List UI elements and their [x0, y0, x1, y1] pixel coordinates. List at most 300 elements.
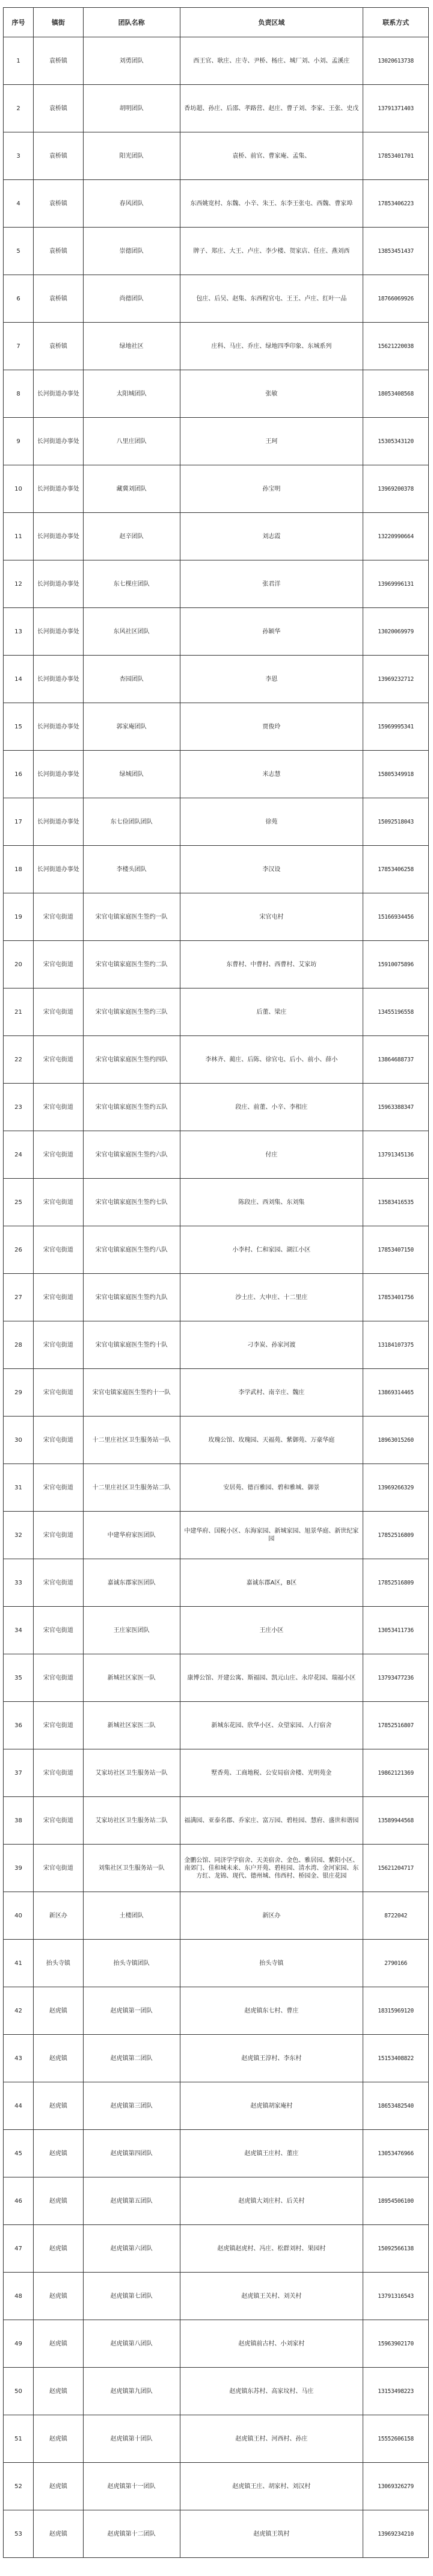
cell-area: 李林齐、蔺庄、后陈、徐官屯、后小、前小、薛小 [180, 1036, 363, 1084]
cell-contact: 13153498223 [363, 2368, 429, 2415]
cell-area: 牌子、郑庄、大王、卢庄、李少楼、贺家店、任庄、燕刘西 [180, 228, 363, 275]
cell-area: 玫瑰公馆、玫瑰园、天福苑、紫御苑、万豪华庭 [180, 1417, 363, 1464]
cell-team-name: 艾家坊社区卫生服务站二队 [83, 1797, 180, 1845]
cell-contact: 13020069979 [363, 608, 429, 656]
cell-area: 张君洋 [180, 560, 363, 608]
cell-team-name: 赵虎镇第三团队 [83, 2082, 180, 2130]
cell-team-name: 赵虎镇第四团队 [83, 2130, 180, 2177]
table-row [4, 560, 429, 608]
cell-team-name: 中建华府家医团队 [83, 1512, 180, 1559]
cell-town: 宋官屯街道 [34, 1321, 84, 1369]
cell-area: 徐苑 [180, 798, 363, 846]
cell-contact: 18653482540 [363, 2082, 429, 2130]
cell-town: 赵虎镇 [34, 1987, 84, 2035]
cell-town: 长河街道办事处 [34, 513, 84, 560]
cell-seq: 25 [4, 1179, 34, 1226]
cell-seq: 12 [4, 560, 34, 608]
table-row [4, 893, 429, 941]
table-row [4, 1084, 429, 1131]
cell-contact: 15969995341 [363, 703, 429, 751]
cell-seq: 48 [4, 2273, 34, 2320]
table-row [4, 2368, 429, 2415]
cell-area: 福满园、亚泰名郡、乔家庄、富万园、碧桂园、慧府、盛世和谐园 [180, 1797, 363, 1845]
cell-contact: 13969200378 [363, 465, 429, 513]
cell-town: 宋官屯街道 [34, 1179, 84, 1226]
cell-town: 长河街道办事处 [34, 560, 84, 608]
cell-area: 陈段庄、西刘集、东刘集 [180, 1179, 363, 1226]
cell-team-name: 藏冀刘团队 [83, 465, 180, 513]
cell-contact: 13069326279 [363, 2463, 429, 2510]
cell-seq: 17 [4, 798, 34, 846]
cell-area: 康博公馆、开建公寓、斯福园、凯元山庄、永岸花园、瑞福小区 [180, 1654, 363, 1702]
cell-town: 宋官屯街道 [34, 1036, 84, 1084]
cell-team-name: 赵虎镇第六团队 [83, 2225, 180, 2273]
cell-seq: 43 [4, 2035, 34, 2082]
cell-team-name: 赵虎镇第二团队 [83, 2035, 180, 2082]
table-row [4, 1179, 429, 1226]
cell-area: 赵虎镇王庄村、董庄 [180, 2130, 363, 2177]
table-row [4, 465, 429, 513]
cell-seq: 50 [4, 2368, 34, 2415]
cell-area: 赵虎镇赵虎村、冯庄、松群刘村、果园村 [180, 2225, 363, 2273]
cell-area: 赵虎镇东七村、曹庄 [180, 1987, 363, 2035]
cell-seq: 16 [4, 751, 34, 798]
cell-seq: 26 [4, 1226, 34, 1274]
cell-contact: 17853406223 [363, 180, 429, 228]
cell-area: 刘志霞 [180, 513, 363, 560]
cell-team-name: 宋官屯镇家庭医生签约六队 [83, 1131, 180, 1179]
cell-town: 赵虎镇 [34, 2225, 84, 2273]
cell-contact: 17852516807 [363, 1702, 429, 1749]
cell-seq: 33 [4, 1559, 34, 1607]
table-row [4, 1512, 429, 1559]
table-row [4, 132, 429, 180]
cell-team-name: 东七俭团队团队 [83, 798, 180, 846]
cell-town: 袁桥镇 [34, 85, 84, 132]
cell-contact: 13589944568 [363, 1797, 429, 1845]
cell-contact: 15305343120 [363, 418, 429, 465]
cell-team-name: 宋官屯镇家庭医生签约一队 [83, 893, 180, 941]
cell-contact: 15963388347 [363, 1084, 429, 1131]
cell-area: 李汉设 [180, 846, 363, 893]
table-row [4, 2510, 429, 2558]
cell-team-name: 赵虎镇第十团队 [83, 2415, 180, 2463]
table-row [4, 703, 429, 751]
cell-town: 宋官屯街道 [34, 1797, 84, 1845]
cell-contact: 13864688737 [363, 1036, 429, 1084]
cell-team-name: 胡明团队 [83, 85, 180, 132]
cell-contact: 2790166 [363, 1940, 429, 1987]
cell-seq: 5 [4, 228, 34, 275]
table-row [4, 1559, 429, 1607]
cell-team-name: 宋官屯镇家庭医生签约九队 [83, 1274, 180, 1321]
table-row [4, 1369, 429, 1417]
cell-seq: 18 [4, 846, 34, 893]
cell-town: 宋官屯街道 [34, 1226, 84, 1274]
table-row [4, 2035, 429, 2082]
cell-area: 赵虎镇王筑村 [180, 2510, 363, 2558]
cell-seq: 45 [4, 2130, 34, 2177]
cell-seq: 7 [4, 323, 34, 370]
cell-area: 抬头寺镇 [180, 1940, 363, 1987]
cell-team-name: 艾家坊社区卫生服务站一队 [83, 1749, 180, 1797]
cell-seq: 6 [4, 275, 34, 323]
table-row [4, 2463, 429, 2510]
cell-area: 赵虎镇大刘庄村、后关村 [180, 2177, 363, 2225]
cell-contact: 13869314465 [363, 1369, 429, 1417]
header-town: 镇街 [34, 8, 84, 37]
cell-contact: 13793477236 [363, 1654, 429, 1702]
cell-seq: 34 [4, 1607, 34, 1654]
cell-town: 宋官屯街道 [34, 1512, 84, 1559]
cell-seq: 31 [4, 1464, 34, 1512]
table-row [4, 751, 429, 798]
cell-town: 宋官屯街道 [34, 1084, 84, 1131]
cell-area: 中建华府、国税小区、东海家园、新城家园、旭景华庭、新世纪家园 [180, 1512, 363, 1559]
cell-contact: 18954506100 [363, 2177, 429, 2225]
cell-seq: 1 [4, 37, 34, 85]
cell-area: 嘉诚东郡A区，B区 [180, 1559, 363, 1607]
table-row [4, 1036, 429, 1084]
cell-contact: 18315969120 [363, 1987, 429, 2035]
cell-contact: 13455196558 [363, 989, 429, 1036]
cell-team-name: 王庄家医团队 [83, 1607, 180, 1654]
cell-team-name: 宋官屯镇家庭医生签约十一队 [83, 1369, 180, 1417]
cell-town: 赵虎镇 [34, 2320, 84, 2368]
cell-seq: 35 [4, 1654, 34, 1702]
cell-seq: 11 [4, 513, 34, 560]
cell-contact: 15092518043 [363, 798, 429, 846]
cell-town: 宋官屯街道 [34, 1369, 84, 1417]
cell-contact: 15552606158 [363, 2415, 429, 2463]
cell-area: 赵虎镇王关村、刘关村 [180, 2273, 363, 2320]
cell-contact: 18963015260 [363, 1417, 429, 1464]
cell-town: 长河街道办事处 [34, 703, 84, 751]
table-row [4, 941, 429, 989]
cell-seq: 53 [4, 2510, 34, 2558]
table-row [4, 85, 429, 132]
cell-team-name: 抬头寺镇团队 [83, 1940, 180, 1987]
cell-contact: 15805349918 [363, 751, 429, 798]
cell-contact: 13220990664 [363, 513, 429, 560]
cell-town: 宋官屯街道 [34, 989, 84, 1036]
cell-town: 宋官屯街道 [34, 1749, 84, 1797]
cell-town: 袁桥镇 [34, 275, 84, 323]
table-row [4, 2082, 429, 2130]
cell-contact: 15621220038 [363, 323, 429, 370]
cell-town: 长河街道办事处 [34, 846, 84, 893]
cell-contact: 17852516809 [363, 1559, 429, 1607]
cell-contact: 13053411736 [363, 1607, 429, 1654]
table-row [4, 513, 429, 560]
table-row [4, 2273, 429, 2320]
cell-town: 长河街道办事处 [34, 370, 84, 418]
cell-contact: 13969996131 [363, 560, 429, 608]
cell-town: 宋官屯街道 [34, 1417, 84, 1464]
cell-team-name: 土楼团队 [83, 1892, 180, 1940]
cell-team-name: 宋官屯镇家庭医生签约八队 [83, 1226, 180, 1274]
table-row [4, 1226, 429, 1274]
table-row [4, 1797, 429, 1845]
cell-area: 王庄小区 [180, 1607, 363, 1654]
cell-contact: 17853407150 [363, 1226, 429, 1274]
cell-area: 墅香苑、工商地税、公安局宿舍楼、光明苑金 [180, 1749, 363, 1797]
header-team-name: 团队名称 [83, 8, 180, 37]
cell-seq: 14 [4, 656, 34, 703]
table-row [4, 2177, 429, 2225]
cell-team-name: 宋官屯镇家庭医生签约四队 [83, 1036, 180, 1084]
table-row [4, 798, 429, 846]
table-row [4, 418, 429, 465]
cell-town: 宋官屯街道 [34, 941, 84, 989]
cell-town: 袁桥镇 [34, 180, 84, 228]
cell-area: 赵虎镇王淳村、李东村 [180, 2035, 363, 2082]
cell-area: 段庄、前董、小辛、李相庄 [180, 1084, 363, 1131]
cell-area: 新区办 [180, 1892, 363, 1940]
cell-seq: 24 [4, 1131, 34, 1179]
table-body [4, 37, 429, 2558]
cell-contact: 17852516809 [363, 1512, 429, 1559]
cell-team-name: 崇德团队 [83, 228, 180, 275]
cell-contact: 18053408568 [363, 370, 429, 418]
cell-seq: 3 [4, 132, 34, 180]
cell-seq: 39 [4, 1845, 34, 1892]
table-row [4, 1464, 429, 1512]
cell-town: 宋官屯街道 [34, 1131, 84, 1179]
cell-town: 宋官屯街道 [34, 1274, 84, 1321]
cell-town: 赵虎镇 [34, 2368, 84, 2415]
cell-contact: 18766069926 [363, 275, 429, 323]
cell-area: 李学武村、南辛庄、魏庄 [180, 1369, 363, 1417]
cell-seq: 40 [4, 1892, 34, 1940]
cell-seq: 51 [4, 2415, 34, 2463]
table-row [4, 1654, 429, 1702]
cell-seq: 9 [4, 418, 34, 465]
cell-town: 赵虎镇 [34, 2273, 84, 2320]
table-row [4, 1417, 429, 1464]
cell-area: 赵虎镇前古村、小刘家村 [180, 2320, 363, 2368]
cell-town: 赵虎镇 [34, 2035, 84, 2082]
cell-seq: 10 [4, 465, 34, 513]
cell-town: 袁桥镇 [34, 228, 84, 275]
header-seq: 序号 [4, 8, 34, 37]
cell-seq: 42 [4, 1987, 34, 2035]
cell-team-name: 绿城团队 [83, 751, 180, 798]
cell-town: 赵虎镇 [34, 2177, 84, 2225]
cell-town: 长河街道办事处 [34, 656, 84, 703]
cell-seq: 46 [4, 2177, 34, 2225]
cell-town: 赵虎镇 [34, 2510, 84, 2558]
cell-area: 香坊超、孙庄、后邵、孝路营、赵庄、曹子刘、李家、王张、史戊 [180, 85, 363, 132]
cell-seq: 44 [4, 2082, 34, 2130]
cell-team-name: 绿地社区 [83, 323, 180, 370]
cell-area: 包庄、后吴、赵集、东西程官屯、王王、卢庄、红叶一品 [180, 275, 363, 323]
cell-area: 宋官屯村 [180, 893, 363, 941]
cell-seq: 8 [4, 370, 34, 418]
cell-team-name: 宋官屯镇家庭医生签约三队 [83, 989, 180, 1036]
cell-seq: 27 [4, 1274, 34, 1321]
cell-town: 抬头寺镇 [34, 1940, 84, 1987]
cell-team-name: 刘勇团队 [83, 37, 180, 85]
cell-area: 王珂 [180, 418, 363, 465]
table-row [4, 275, 429, 323]
cell-town: 袁桥镇 [34, 37, 84, 85]
cell-contact: 17853401756 [363, 1274, 429, 1321]
cell-contact: 13053476966 [363, 2130, 429, 2177]
cell-area: 赵虎镇胡家庵村 [180, 2082, 363, 2130]
cell-area: 赵虎镇王庄、胡家村、刘汉村 [180, 2463, 363, 2510]
cell-seq: 30 [4, 1417, 34, 1464]
cell-seq: 20 [4, 941, 34, 989]
cell-contact: 15910075896 [363, 941, 429, 989]
cell-area: 新城东花园、欣华小区、众望家园、人行宿舍 [180, 1702, 363, 1749]
cell-seq: 52 [4, 2463, 34, 2510]
cell-area: 刁李炭、孙家河渡 [180, 1321, 363, 1369]
cell-town: 宋官屯街道 [34, 1654, 84, 1702]
cell-seq: 49 [4, 2320, 34, 2368]
table-row [4, 1749, 429, 1797]
cell-town: 宋官屯街道 [34, 1464, 84, 1512]
cell-team-name: 赵辛团队 [83, 513, 180, 560]
cell-town: 宋官屯街道 [34, 1702, 84, 1749]
cell-town: 长河街道办事处 [34, 418, 84, 465]
cell-area: 孙颖华 [180, 608, 363, 656]
cell-contact: 13853451437 [363, 228, 429, 275]
cell-seq: 29 [4, 1369, 34, 1417]
cell-contact: 15166934456 [363, 893, 429, 941]
table-row [4, 1321, 429, 1369]
header-area: 负责区域 [180, 8, 363, 37]
cell-seq: 19 [4, 893, 34, 941]
cell-contact: 13184107375 [363, 1321, 429, 1369]
table-row [4, 1607, 429, 1654]
cell-town: 赵虎镇 [34, 2463, 84, 2510]
cell-seq: 4 [4, 180, 34, 228]
cell-town: 宋官屯街道 [34, 1845, 84, 1892]
cell-team-name: 尚德团队 [83, 275, 180, 323]
table-row [4, 1274, 429, 1321]
table-row [4, 989, 429, 1036]
table-row [4, 228, 429, 275]
cell-contact: 17853406258 [363, 846, 429, 893]
cell-team-name: 赵虎镇第八团队 [83, 2320, 180, 2368]
table-row [4, 2415, 429, 2463]
table-row [4, 1131, 429, 1179]
table-row [4, 323, 429, 370]
cell-team-name: 赵虎镇第九团队 [83, 2368, 180, 2415]
cell-town: 长河街道办事处 [34, 465, 84, 513]
header-row [4, 8, 429, 37]
cell-area: 金鹏公馆、同济学学宿舍、天美宿舍、金色、雅居园、紫阳小区、南郊门、佳和城未来、东户开苑、碧桂园、清水湾、金河家园、东方红、龙锦、现代、德州城、伟西村、桥园金、银庄花园 [180, 1845, 363, 1892]
cell-contact: 15963902170 [363, 2320, 429, 2368]
cell-area: 赵虎镇东苏村、高家坟村、马庄 [180, 2368, 363, 2415]
cell-town: 袁桥镇 [34, 132, 84, 180]
cell-team-name: 新城社区家医一队 [83, 1654, 180, 1702]
cell-seq: 38 [4, 1797, 34, 1845]
table-row [4, 1987, 429, 2035]
cell-team-name: 赵虎镇第十一团队 [83, 2463, 180, 2510]
cell-town: 新区办 [34, 1892, 84, 1940]
cell-seq: 21 [4, 989, 34, 1036]
table-row [4, 1702, 429, 1749]
cell-contact: 13969266329 [363, 1464, 429, 1512]
cell-area: 赵虎镇王村、河西村、孙庄 [180, 2415, 363, 2463]
cell-town: 宋官屯街道 [34, 1607, 84, 1654]
table-row [4, 608, 429, 656]
header-contact: 联系方式 [363, 8, 429, 37]
cell-team-name: 赵虎镇第五团队 [83, 2177, 180, 2225]
cell-contact: 13969232712 [363, 656, 429, 703]
cell-area: 小李村、仁和家园、湖江小区 [180, 1226, 363, 1274]
cell-seq: 22 [4, 1036, 34, 1084]
table-row [4, 2225, 429, 2273]
cell-town: 赵虎镇 [34, 2082, 84, 2130]
cell-team-name: 十二里庄社区卫生服务站一队 [83, 1417, 180, 1464]
table-row [4, 656, 429, 703]
cell-area: 孙宝明 [180, 465, 363, 513]
cell-area: 米志慧 [180, 751, 363, 798]
cell-team-name: 宋官屯镇家庭医生签约二队 [83, 941, 180, 989]
cell-team-name: 太阳城团队 [83, 370, 180, 418]
table-row [4, 37, 429, 85]
cell-town: 赵虎镇 [34, 2130, 84, 2177]
cell-team-name: 郭家庵团队 [83, 703, 180, 751]
cell-area: 西王官、耿庄、庄寺、尹桥、杨庄、城厂刘、小刘、孟溪庄 [180, 37, 363, 85]
cell-team-name: 杏园团队 [83, 656, 180, 703]
cell-contact: 13791371403 [363, 85, 429, 132]
cell-contact: 13020613738 [363, 37, 429, 85]
cell-team-name: 春风团队 [83, 180, 180, 228]
cell-area: 沙土庄、大申庄、十二里庄 [180, 1274, 363, 1321]
team-contact-table [3, 7, 429, 2558]
cell-team-name: 新城社区家医二队 [83, 1702, 180, 1749]
cell-contact: 17853401701 [363, 132, 429, 180]
table-row [4, 1845, 429, 1892]
cell-team-name: 八里庄团队 [83, 418, 180, 465]
cell-contact: 13969234210 [363, 2510, 429, 2558]
cell-area: 贾俊玲 [180, 703, 363, 751]
cell-team-name: 宋官屯镇家庭医生签约七队 [83, 1179, 180, 1226]
cell-seq: 15 [4, 703, 34, 751]
cell-area: 庄科、马庄、乔庄、绿地四季印象、东城系列 [180, 323, 363, 370]
cell-seq: 28 [4, 1321, 34, 1369]
cell-area: 李恩 [180, 656, 363, 703]
table-row [4, 370, 429, 418]
cell-seq: 13 [4, 608, 34, 656]
cell-contact: 8722042 [363, 1892, 429, 1940]
cell-team-name: 赵虎镇第十二团队 [83, 2510, 180, 2558]
cell-team-name: 十二里庄社区卫生服务站二队 [83, 1464, 180, 1512]
cell-area: 后董、梁庄 [180, 989, 363, 1036]
cell-team-name: 李楼头团队 [83, 846, 180, 893]
table-row [4, 2320, 429, 2368]
cell-town: 宋官屯街道 [34, 893, 84, 941]
cell-town: 袁桥镇 [34, 323, 84, 370]
table-row [4, 180, 429, 228]
cell-team-name: 赵虎镇第一团队 [83, 1987, 180, 2035]
cell-town: 宋官屯街道 [34, 1559, 84, 1607]
cell-area: 东曹村、中曹村、西曹村、艾家坊 [180, 941, 363, 989]
table-row [4, 2130, 429, 2177]
cell-team-name: 嘉诚东郡家医团队 [83, 1559, 180, 1607]
table-row [4, 846, 429, 893]
cell-area: 付庄 [180, 1131, 363, 1179]
cell-area: 安居苑、德百雅园、碧和雅城、御景 [180, 1464, 363, 1512]
cell-town: 长河街道办事处 [34, 608, 84, 656]
cell-contact: 15153408822 [363, 2035, 429, 2082]
cell-seq: 47 [4, 2225, 34, 2273]
cell-team-name: 阳光团队 [83, 132, 180, 180]
